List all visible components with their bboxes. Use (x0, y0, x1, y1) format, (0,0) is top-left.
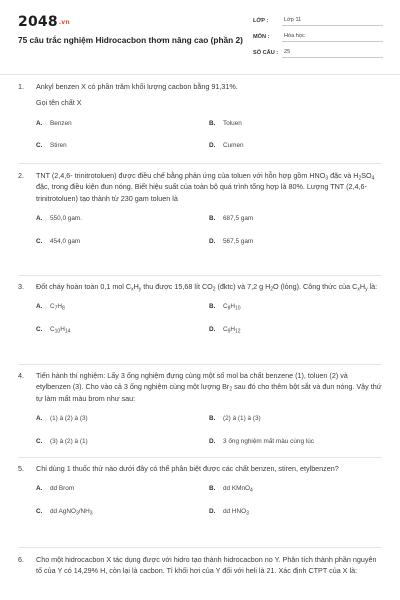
options (36, 413, 384, 447)
question-stem: TNT (2,4,6- trinitrotoluen) được điều chế bằng phản ứng của toluen với hỗn hợp gồm $HNO_3$ đặc và $H_2SO_4$ đặc, trong điều kiện đun nóng. Biết hiệu suất của toàn bộ quá trình tổng hợp là 80%. Lượng TNT (2,4,6- trinitrotoluen) tạo thành từ 230 gam toluen là (36, 171, 375, 203)
option-d[interactable]: D. Cumen (209, 142, 244, 150)
formula: $C_{10}H_{14}$ (50, 325, 71, 335)
divider (18, 163, 382, 164)
formula: dd KMnO$_4$ (223, 485, 253, 494)
question-number: 6. (18, 555, 24, 564)
question-1 (18, 81, 384, 152)
formula: dd $AgNO_3/NH_3$ (50, 507, 93, 517)
question-number: 4. (18, 371, 24, 380)
document-title: 75 câu trắc nghiệm Hidrocacbon thơm nâng cao (phần 2) (18, 35, 243, 45)
option-d[interactable]: D. dd $HNO_3$ (209, 507, 249, 517)
option-d[interactable]: D. 3 ống nghiệm mất màu cùng lúc (209, 437, 314, 445)
question-2 (18, 170, 384, 247)
meta-value: 25 (282, 49, 383, 58)
option-a[interactable]: A. 550,0 gam. (36, 215, 82, 223)
option-b[interactable]: B. Toluen (209, 119, 242, 127)
formula: $C_7H_8$ (50, 303, 65, 312)
logo-suffix: .vn (58, 18, 70, 26)
option-c[interactable]: C. dd $AgNO_3/NH_3$ (36, 507, 93, 517)
logo-text: 2048 (18, 14, 58, 30)
divider (18, 364, 382, 365)
option-a[interactable]: A. Benzen (36, 119, 72, 127)
option-d[interactable]: D. 567,5 gam (209, 237, 254, 245)
options (36, 118, 384, 152)
meta-label: MÔN : (253, 34, 270, 40)
option-b[interactable]: B. $C_8H_{10}$ (209, 303, 241, 312)
question-number: 5. (18, 464, 24, 473)
question-6 (18, 554, 384, 577)
options (36, 213, 384, 247)
option-a[interactable]: A. (1) à (2) à (3) (36, 415, 88, 423)
question-5 (18, 463, 384, 517)
divider (18, 457, 382, 458)
option-a[interactable]: A. $C_7H_8$ (36, 303, 65, 312)
formula: dd $HNO_3$ (223, 507, 249, 517)
option-c[interactable]: C. 454,0 gam (36, 237, 81, 245)
option-c[interactable]: C. (3) à (2) à (1) (36, 437, 88, 445)
question-4 (18, 370, 384, 447)
option-b[interactable]: B. 687,5 gam (209, 215, 254, 223)
option-d[interactable]: D. $C_9H_{12}$ (209, 325, 241, 335)
document-header (0, 0, 400, 75)
meta-label: LỚP : (253, 18, 269, 24)
meta-value: Hóa học (282, 33, 383, 42)
divider (18, 547, 382, 548)
divider (18, 275, 382, 276)
option-a[interactable]: A. dd Brom (36, 485, 75, 493)
question-stem: Ankyl benzen X có phần trăm khối lượng cacbon bằng 91,31%. (36, 82, 238, 91)
question-stem-sub: Gọi tên chất X (36, 98, 82, 108)
question-number: 2. (18, 171, 24, 180)
site-logo[interactable] (18, 14, 70, 30)
question-stem: Chỉ dùng 1 thuốc thử nào dưới đây có thể phân biệt được các chất benzen, stiren, etylbenzen? (36, 464, 339, 473)
option-b[interactable]: B. (2) à (1) à (3) (209, 415, 261, 423)
formula: $C_8H_{10}$ (223, 303, 241, 312)
formula: $C_9H_{12}$ (223, 325, 241, 335)
question-stem: Đốt cháy hoàn toàn 0,1 mol $C_xH_y$ thu được 15,68 lít $CO_2$ (đktc) và 7,2 g $H_2O$ (lỏng). Công thức của $C_xH_y$ là: (36, 282, 378, 293)
question-stem: Cho một hidrocacbon X tác dụng được với hidro tạo thành hidrocacbon no Y. Phân tích thành phần nguyên tố của Y có 14,29% H, còn lại là cacbon. Tỉ khối hơi của Y đối với heli là 21. Xác định CTPT của X là: (36, 555, 377, 576)
question-3 (18, 281, 384, 335)
meta-row-subject (253, 30, 383, 42)
meta-label: SỐ CÂU : (253, 50, 279, 56)
question-stem: Tiến hành thí nghiệm: Lấy 3 ống nghiệm đựng cùng một số mol ba chất benzene (1), toluen (2) và etylbenzen (3). Cho vào cả 3 ống nghiệm cùng một lượng $Br_2$ sau đó cho thêm bột sắt và đun nóng. Vậy thứ tự làm mất màu brom như sau: (36, 371, 382, 403)
meta-value: Lớp 11 (282, 17, 383, 26)
option-b[interactable]: B. dd KMnO$_4$ (209, 485, 253, 494)
question-number: 3. (18, 282, 24, 291)
question-number: 1. (18, 82, 24, 91)
options (36, 301, 384, 335)
meta-row-count (253, 46, 383, 58)
meta-row-class (253, 14, 383, 26)
options (36, 483, 384, 517)
option-c[interactable]: C. Stiren (36, 142, 67, 150)
meta-panel (253, 14, 383, 62)
option-c[interactable]: C. $C_{10}H_{14}$ (36, 325, 71, 335)
